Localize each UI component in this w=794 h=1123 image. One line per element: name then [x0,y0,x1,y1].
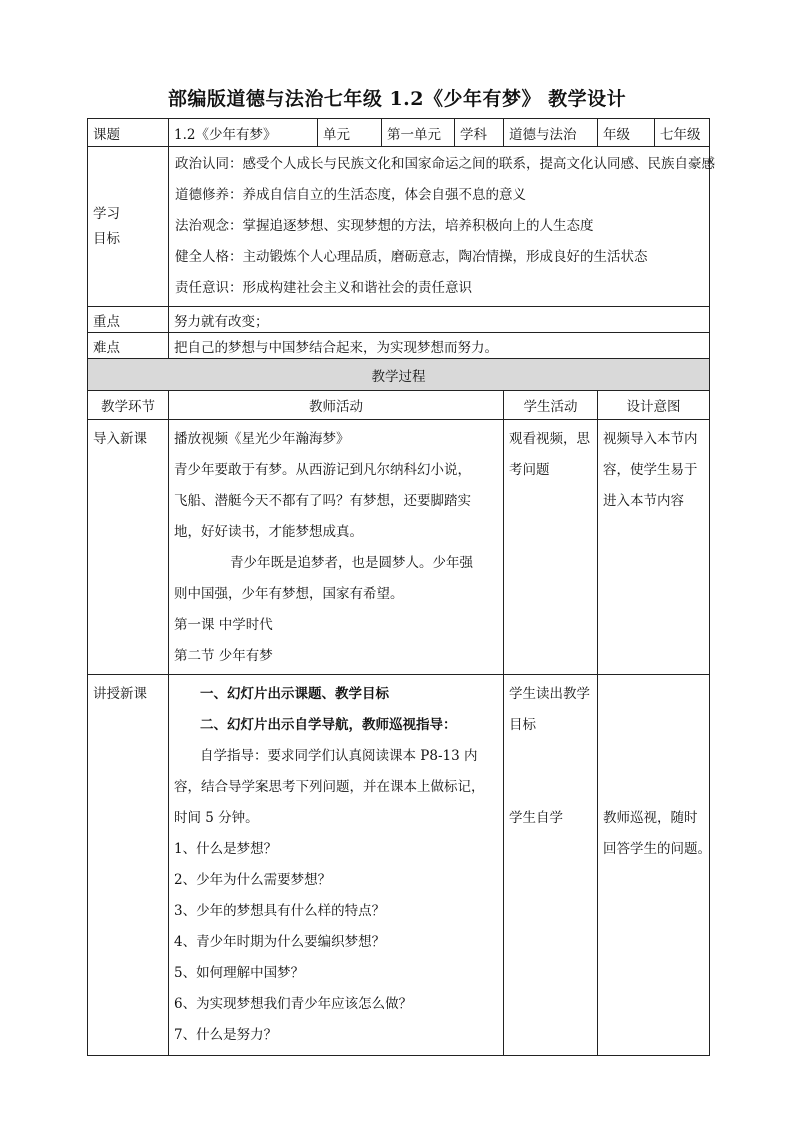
intro-teacher-line: 地，好好读书，才能梦想成真。 [174,524,363,540]
lesson-plan-table [87,118,715,1056]
lecture-step-two: 二、幻灯片出示自学导航，教师巡视指导： [200,717,457,733]
intro-student-line: 观看视频，思 [509,431,590,447]
key-point-row [88,307,710,333]
lecture-question: 7、什么是努力？ [174,1027,278,1043]
intro-row [88,420,710,675]
key-point-value: 努力就有改变； [169,307,710,333]
lecture-row [88,675,710,1056]
intro-intent-line: 进入本节内容 [603,493,684,509]
intro-stage: 导入新课 [88,420,169,675]
grade-value: 七年级 [655,119,710,147]
intro-teacher-line: 青少年要敢于有梦。从西游记到凡尔纳科幻小说， [174,462,471,478]
intro-teacher-line: 则中国强，少年有梦想，国家有希望。 [174,586,404,602]
subject-value: 道德与法治 [504,119,598,147]
col-stage: 教学环节 [88,391,169,420]
process-title: 教学过程 [88,359,710,391]
lecture-guide-line: 容，结合导学案思考下列问题，并在课本上做标记， [174,779,485,795]
difficulty-row [88,333,710,359]
lecture-student-self-study: 学生自学 [509,810,563,826]
lecture-teacher [169,675,504,1056]
lecture-student-line: 目标 [509,717,536,733]
lecture-question: 4、青少年时期为什么要编织梦想？ [174,934,386,950]
lecture-intent-line: 教师巡视，随时 [603,810,698,826]
unit-label: 单元 [318,119,382,147]
intro-teacher [169,420,504,675]
difficulty-label: 难点 [88,333,169,359]
goal-law: 法治观念：掌握追逐梦想、实现梦想的方法，培养积极向上的人生态度 [175,218,594,234]
document-title: 部编版道德与法治七年级 1.2《少年有梦》 教学设计 [167,88,627,110]
lecture-guide-line: 时间 5 分钟。 [174,810,259,826]
intro-teacher-line: 播放视频《星光少年瀚海梦》 [174,431,350,447]
topic-value: 1.2《少年有梦》 [169,119,318,147]
lecture-student-line: 学生读出教学 [509,686,590,702]
lecture-question: 5、如何理解中国梦？ [174,965,305,981]
topic-label: 课题 [88,119,169,147]
goal-moral: 道德修养：养成自信自立的生活态度，体会自强不息的意义 [175,187,526,203]
intro-teacher-line: 青少年既是追梦者，也是圆梦人。少年强 [230,555,473,571]
intro-teacher-line: 第一课 中学时代 [174,617,273,633]
process-columns-row [88,391,710,420]
lecture-intent-line: 回答学生的问题。 [603,841,711,857]
goals-row [88,147,710,307]
grade-label: 年级 [598,119,655,147]
lecture-stage: 讲授新课 [88,675,169,1056]
lecture-question: 6、为实现梦想我们青少年应该怎么做？ [174,996,413,1012]
lecture-step-one: 一、幻灯片出示课题、教学目标 [200,686,389,702]
col-student: 学生活动 [504,391,598,420]
lecture-question: 1、什么是梦想？ [174,841,278,857]
intro-teacher-line: 飞船、潜艇今天不都有了吗？有梦想，还要脚踏实 [174,493,471,509]
difficulty-value: 把自己的梦想与中国梦结合起来，为实现梦想而努力。 [169,333,710,359]
goal-personality: 健全人格：主动锻炼个人心理品质，磨砺意志，陶冶情操，形成良好的生活状态 [175,249,648,265]
col-intent: 设计意图 [598,391,710,420]
intro-intent [598,420,710,675]
lecture-student [504,675,598,1056]
intro-teacher-line: 第二节 少年有梦 [174,648,273,664]
process-title-row [88,359,710,391]
unit-value: 第一单元 [382,119,455,147]
lecture-question: 2、少年为什么需要梦想？ [174,872,332,888]
goals-label: 学习 目标 [88,147,169,307]
lecture-question: 3、少年的梦想具有什么样的特点？ [174,903,386,919]
intro-student [504,420,598,675]
lecture-guide-line: 自学指导：要求同学们认真阅读课本 P8-13 内 [200,748,478,764]
intro-intent-line: 容，使学生易于 [603,462,698,478]
key-point-label: 重点 [88,307,169,333]
goals-content [169,147,715,307]
intro-intent-line: 视频导入本节内 [603,431,698,447]
lecture-intent [598,675,710,1056]
intro-student-line: 考问题 [509,462,550,478]
goal-political: 政治认同：感受个人成长与民族文化和国家命运之间的联系，提高文化认同感、民族自豪感 [175,156,715,172]
header-row [88,119,710,147]
col-teacher: 教师活动 [169,391,504,420]
goal-responsibility: 责任意识：形成构建社会主义和谐社会的责任意识 [175,280,472,296]
subject-label: 学科 [455,119,504,147]
